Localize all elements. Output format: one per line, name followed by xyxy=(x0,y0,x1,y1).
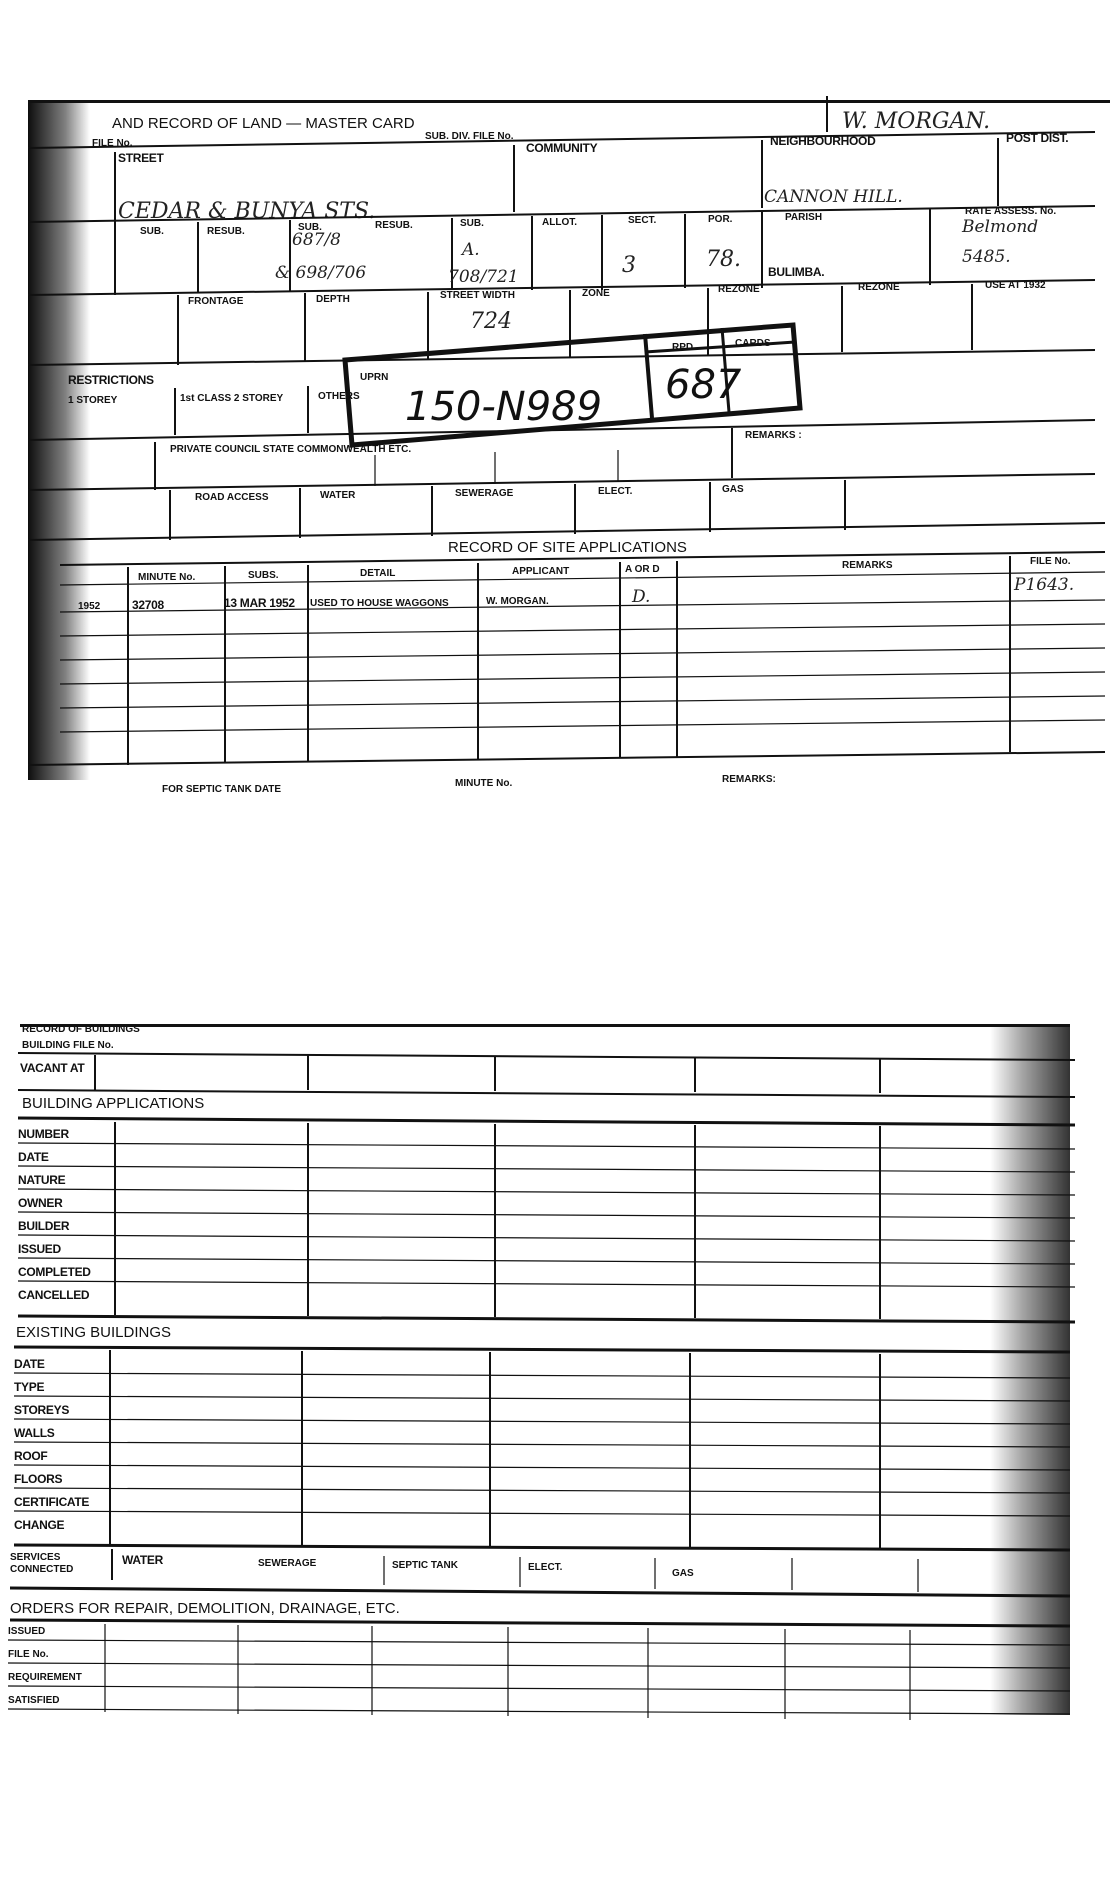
scan-shadow-right xyxy=(990,1025,1070,1715)
existing-row-walls: WALLS xyxy=(14,1426,55,1440)
lower-card xyxy=(8,1024,1075,1720)
sub3-value-b: 708/721 xyxy=(448,267,519,287)
app-row-nature: NATURE xyxy=(18,1173,66,1187)
owner-name-handwritten: W. MORGAN. xyxy=(842,109,991,134)
road-access-label: ROAD ACCESS xyxy=(195,492,269,503)
site-row-file-no: P1643. xyxy=(1014,575,1075,595)
sewerage-label: SEWERAGE xyxy=(455,488,514,499)
services-label-b: CONNECTED xyxy=(10,1564,74,1575)
stamp-uprn-value: 150-N989 xyxy=(405,384,603,430)
building-file-label: BUILDING FILE No. xyxy=(22,1040,114,1051)
site-row-date: 1952 xyxy=(78,601,101,612)
app-row-owner: OWNER xyxy=(18,1196,63,1210)
site-col-remarks: REMARKS xyxy=(842,560,893,571)
app-row-completed: COMPLETED xyxy=(18,1265,91,1279)
stamp-cards-label: CARDS xyxy=(735,338,771,349)
sect-label: SECT. xyxy=(628,215,657,226)
septic-minute-label: MINUTE No. xyxy=(455,778,513,789)
resub2-label: RESUB. xyxy=(375,220,413,231)
street-label: STREET xyxy=(118,151,164,165)
sub-label: SUB. xyxy=(140,226,164,237)
site-row-detail: USED TO HOUSE WAGGONS xyxy=(310,598,449,609)
class1-storey-label: 1 STOREY xyxy=(68,395,118,406)
upper-card xyxy=(28,96,1110,795)
site-row-applicant: W. MORGAN. xyxy=(486,596,549,607)
site-row-minute: 32708 xyxy=(132,598,164,612)
septic-tank-label: FOR SEPTIC TANK DATE xyxy=(162,784,282,795)
building-applications-title: BUILDING APPLICATIONS xyxy=(22,1095,205,1112)
vacant-at-label: VACANT AT xyxy=(20,1061,85,1075)
orders-row-satisfied: SATISFIED xyxy=(8,1695,60,1706)
existing-row-change: CHANGE xyxy=(14,1518,65,1532)
file-no-label: FILE No. xyxy=(92,138,133,149)
others-label: OTHERS xyxy=(318,391,360,402)
stamp-rpd-value: 687 xyxy=(665,362,742,408)
depth-label: DEPTH xyxy=(316,294,350,305)
neighbourhood-label: NEIGHBOURHOOD xyxy=(770,134,876,148)
service-elect: ELECT. xyxy=(528,1562,563,1573)
class2-storey-label: 1st CLASS 2 STOREY xyxy=(180,393,284,404)
sub-div-file-label: SUB. DIV. FILE No. xyxy=(425,131,514,142)
street-value: CEDAR & BUNYA STS. xyxy=(118,199,376,224)
app-row-cancelled: CANCELLED xyxy=(18,1288,90,1302)
site-applications-title: RECORD OF SITE APPLICATIONS xyxy=(448,539,687,556)
private-council-label: PRIVATE COUNCIL STATE COMMONWEALTH ETC. xyxy=(170,444,412,455)
service-sewerage: SEWERAGE xyxy=(258,1558,317,1569)
parish-value: BULIMBA. xyxy=(768,265,825,279)
orders-row-file-no: FILE No. xyxy=(8,1649,49,1660)
existing-buildings-title: EXISTING BUILDINGS xyxy=(16,1324,172,1341)
street-width-value: 724 xyxy=(470,309,512,334)
existing-row-type: TYPE xyxy=(14,1380,45,1394)
allot-label: ALLOT. xyxy=(542,217,577,228)
site-col-applicant: APPLICANT xyxy=(512,566,570,577)
gas-label: GAS xyxy=(722,484,744,495)
neighbourhood-value: CANNON HILL. xyxy=(764,187,903,207)
existing-row-floors: FLOORS xyxy=(14,1472,63,1486)
por-value: 78. xyxy=(706,247,741,272)
app-row-number: NUMBER xyxy=(18,1127,69,1141)
rate-value-a: Belmond xyxy=(962,217,1039,237)
services-label-a: SERVICES xyxy=(10,1552,61,1563)
sub3-value-a: A. xyxy=(462,240,480,260)
septic-remarks-label: REMARKS: xyxy=(722,774,776,785)
existing-row-date: DATE xyxy=(14,1357,45,1371)
sub-value-a: 687/8 xyxy=(292,230,341,250)
rezone2-label: REZONE xyxy=(858,282,900,293)
service-septic-tank: SEPTIC TANK xyxy=(392,1560,458,1571)
service-gas: GAS xyxy=(672,1568,694,1579)
site-col-file-no: FILE No. xyxy=(1030,556,1071,567)
site-row-subs: 13 MAR 1952 xyxy=(224,596,295,610)
upper-card-title: AND RECORD OF LAND — MASTER CARD xyxy=(112,115,415,132)
post-dist-label: POST DIST. xyxy=(1006,131,1069,145)
orders-title: ORDERS FOR REPAIR, DEMOLITION, DRAINAGE, ETC. xyxy=(10,1600,400,1617)
app-row-issued: ISSUED xyxy=(18,1242,61,1256)
elect-label: ELECT. xyxy=(598,486,633,497)
sect-value: 3 xyxy=(622,253,636,278)
sub-value-b: & 698/706 xyxy=(275,263,367,283)
street-width-label: STREET WIDTH xyxy=(440,290,515,301)
por-label: POR. xyxy=(708,214,733,225)
app-row-date: DATE xyxy=(18,1150,49,1164)
water-label: WATER xyxy=(320,490,356,501)
stamp-rpd-label: RPD xyxy=(672,342,694,353)
site-col-a-or-d: A OR D xyxy=(625,564,660,575)
orders-row-requirement: REQUIREMENT xyxy=(8,1672,82,1683)
orders-row-issued: ISSUED xyxy=(8,1626,46,1637)
frontage-label: FRONTAGE xyxy=(188,296,244,307)
existing-row-storeys: STOREYS xyxy=(14,1403,70,1417)
existing-row-certificate: CERTIFICATE xyxy=(14,1495,90,1509)
service-water: WATER xyxy=(122,1553,163,1567)
site-col-subs: SUBS. xyxy=(248,570,279,581)
sub2-label: SUB. xyxy=(298,222,322,233)
rate-value-b: 5485. xyxy=(962,247,1011,267)
rate-assess-label: RATE ASSESS. No. xyxy=(965,206,1057,217)
restrictions-label: RESTRICTIONS xyxy=(68,373,154,387)
zone-label: ZONE xyxy=(582,288,610,299)
lower-card-title: RECORD OF BUILDINGS xyxy=(22,1024,140,1035)
parish-label: PARISH xyxy=(785,212,823,223)
sub3-label: SUB. xyxy=(460,218,484,229)
remarks-label: REMARKS : xyxy=(745,430,802,441)
community-label: COMMUNITY xyxy=(526,141,598,155)
site-col-detail: DETAIL xyxy=(360,568,396,579)
resub-label: RESUB. xyxy=(207,226,245,237)
site-row-a-or-d: D. xyxy=(632,587,651,607)
use-at-label: USE AT 1932 xyxy=(985,280,1046,291)
existing-row-roof: ROOF xyxy=(14,1449,48,1463)
app-row-builder: BUILDER xyxy=(18,1219,70,1233)
site-col-minute: MINUTE No. xyxy=(138,572,196,583)
rezone-label: REZONE xyxy=(718,284,760,295)
stamp-uprn-label: UPRN xyxy=(360,372,389,383)
